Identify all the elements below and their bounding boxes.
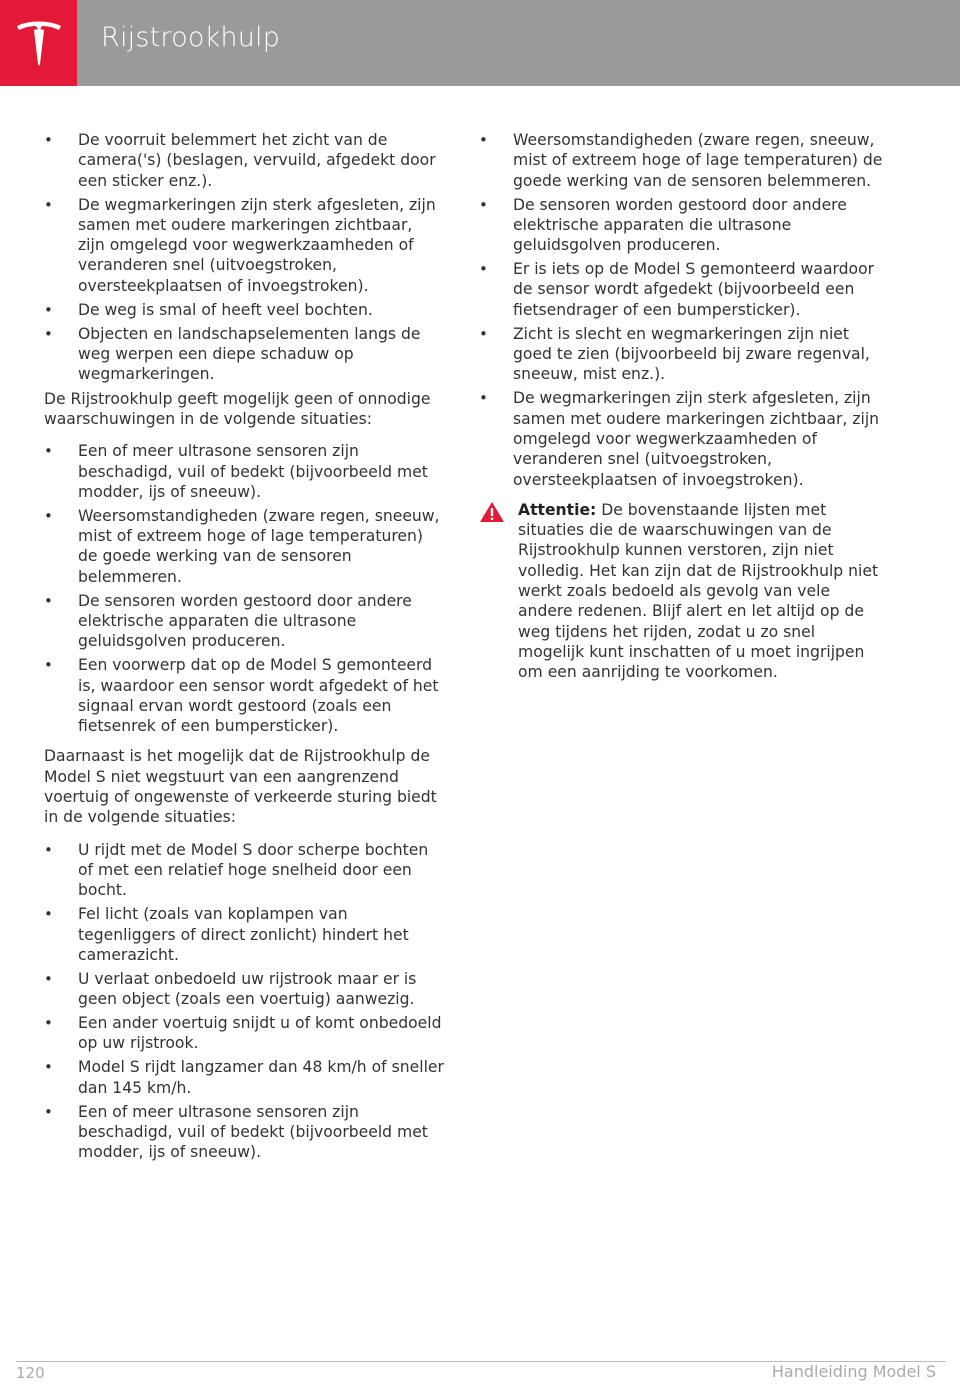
bullet-icon: •: [44, 300, 53, 319]
list-item: • U verlaat onbedoeld uw rijstrook maar er is geen object (zoals een voertuig) aanwezig.: [44, 969, 417, 1009]
bullet-icon: •: [44, 591, 53, 610]
page-number: 120: [16, 1364, 45, 1382]
list-item: • De sensoren worden gestoord door andere elektrische apparaten die ultrasone geluidsgolven produceren.: [44, 591, 412, 651]
bullet-icon: •: [44, 969, 53, 988]
list-item: • Objecten en landschapselementen langs de weg werpen een diepe schaduw op wegmarkeringen.: [44, 324, 421, 384]
list-item: • De wegmarkeringen zijn sterk afgesleten, zijn samen met oudere markeringen zichtbaar, zijn omgelegd voor wegwerkzaamheden of veranderen snel (uitvoegstroken, oversteekplaatsen of invoegstroken).: [44, 195, 436, 295]
bullet-list-conditions-continued: [479, 130, 884, 490]
list-item: • De sensoren worden gestoord door andere elektrische apparaten die ultrasone geluidsgolven produceren.: [479, 195, 847, 255]
bullet-icon: •: [479, 131, 488, 149]
list-item: • De weg is smal of heeft veel bochten.: [44, 300, 373, 319]
list-item: • Weersomstandigheden (zware regen, sneeuw, mist of extreem hoge of lage temperaturen) de goede werking van de sensoren belemmeren.: [479, 131, 883, 190]
paragraph-warnings-intro: De Rijstrookhulp geeft mogelijk geen of onnodige waarschuwingen in de volgende situaties:: [44, 389, 431, 428]
list-item: • Weersomstandigheden (zware regen, sneeuw, mist of extreem hoge of lage temperaturen) de goede werking van de sensoren belemmeren.: [44, 506, 440, 586]
list-item: • Een ander voertuig snijdt u of komt onbedoeld op uw rijstrook.: [44, 1014, 442, 1053]
bullet-icon: •: [44, 1014, 53, 1033]
bullet-icon: •: [44, 905, 53, 924]
warning-triangle-icon: [479, 501, 505, 523]
warning-text: De bovenstaande lijsten met situaties die de waarschuwingen van de Rijstrookhulp kunnen verstoren, zijn niet volledig. Het kan zijn dat de Rijstrookhulp niet werkt zoals bedoeld als gevolg van vele andere redenen. Blijf alert en let altijd op de weg tijdens het rijden, zodat u zo snel mogelijk kunt inschatten of u moet ingrijpen om een aanrijding te voorkomen.: [518, 500, 879, 682]
bullet-icon: •: [479, 195, 488, 214]
bullet-icon: •: [44, 506, 53, 525]
bullet-icon: •: [479, 260, 488, 279]
list-item: • De wegmarkeringen zijn sterk afgesleten, zijn samen met oudere markeringen zichtbaar, zijn omgelegd voor wegwerkzaamheden of veranderen snel (uitvoegstroken, oversteekplaatsen of invoegstroken).: [479, 389, 880, 489]
list-item: • Een of meer ultrasone sensoren zijn beschadigd, vuil of bedekt (bijvoorbeeld met modder, ijs of sneeuw).: [44, 1102, 428, 1162]
right-column: [479, 130, 884, 682]
list-item: • De voorruit belemmert het zicht van de camera('s) (beslagen, vervuild, afgedekt door een sticker enz.).: [44, 131, 436, 190]
list-item: • Er is iets op de Model S gemonteerd waardoor de sensor wordt afgedekt (bijvoorbeeld een fietsendrager of een bumpersticker).: [479, 260, 875, 319]
bullet-icon: •: [479, 389, 488, 408]
warning-note: [479, 500, 884, 683]
list-item: • Zicht is slecht en wegmarkeringen zijn niet goed te zien (bijvoorbeeld bij zware regenval, sneeuw, mist enz.).: [479, 324, 870, 384]
list-item: • Model S rijdt langzamer dan 48 km/h of sneller dan 145 km/h.: [44, 1058, 444, 1097]
bullet-icon: •: [44, 1058, 53, 1077]
bullet-list-conditions-steering: [44, 840, 444, 1163]
list-item: • Een voorwerp dat op de Model S gemonteerd is, waardoor een sensor wordt afgedekt of het signaal ervan wordt gestoord (zoals een fietsenrek of een bumpersticker).: [44, 656, 439, 736]
list-item: • U rijdt met de Model S door scherpe bochten of met een relatief hoge snelheid door een bocht.: [44, 840, 429, 900]
brand-logo: [0, 0, 77, 86]
bullet-icon: •: [44, 840, 53, 859]
bullet-icon: •: [479, 324, 488, 343]
bullet-icon: •: [44, 195, 53, 214]
page-title: Rijstrookhulp: [101, 22, 281, 53]
bullet-list-conditions-sensors: [44, 441, 444, 736]
left-column: [44, 130, 444, 1173]
page-header: [0, 0, 960, 86]
bullet-icon: •: [44, 656, 53, 675]
bullet-icon: •: [44, 442, 53, 461]
bullet-icon: •: [44, 131, 53, 149]
bullet-icon: •: [44, 324, 53, 343]
tesla-logo-icon: [13, 17, 65, 69]
list-item: • Fel licht (zoals van koplampen van tegenliggers of direct zonlicht) hindert het camerazicht.: [44, 905, 409, 964]
bullet-list-conditions-camera: [44, 130, 444, 385]
warning-label: Attentie:: [518, 500, 597, 519]
paragraph-steering-intro: Daarnaast is het mogelijk dat de Rijstrookhulp de Model S niet wegstuurt van een aangrenzend voertuig of ongewenste of verkeerde sturing biedt in de volgende situaties:: [44, 747, 437, 827]
bullet-icon: •: [44, 1102, 53, 1121]
footer-manual-title: Handleiding Model S: [771, 1362, 936, 1381]
list-item: • Een of meer ultrasone sensoren zijn beschadigd, vuil of bedekt (bijvoorbeeld met modder, ijs of sneeuw).: [44, 442, 428, 501]
